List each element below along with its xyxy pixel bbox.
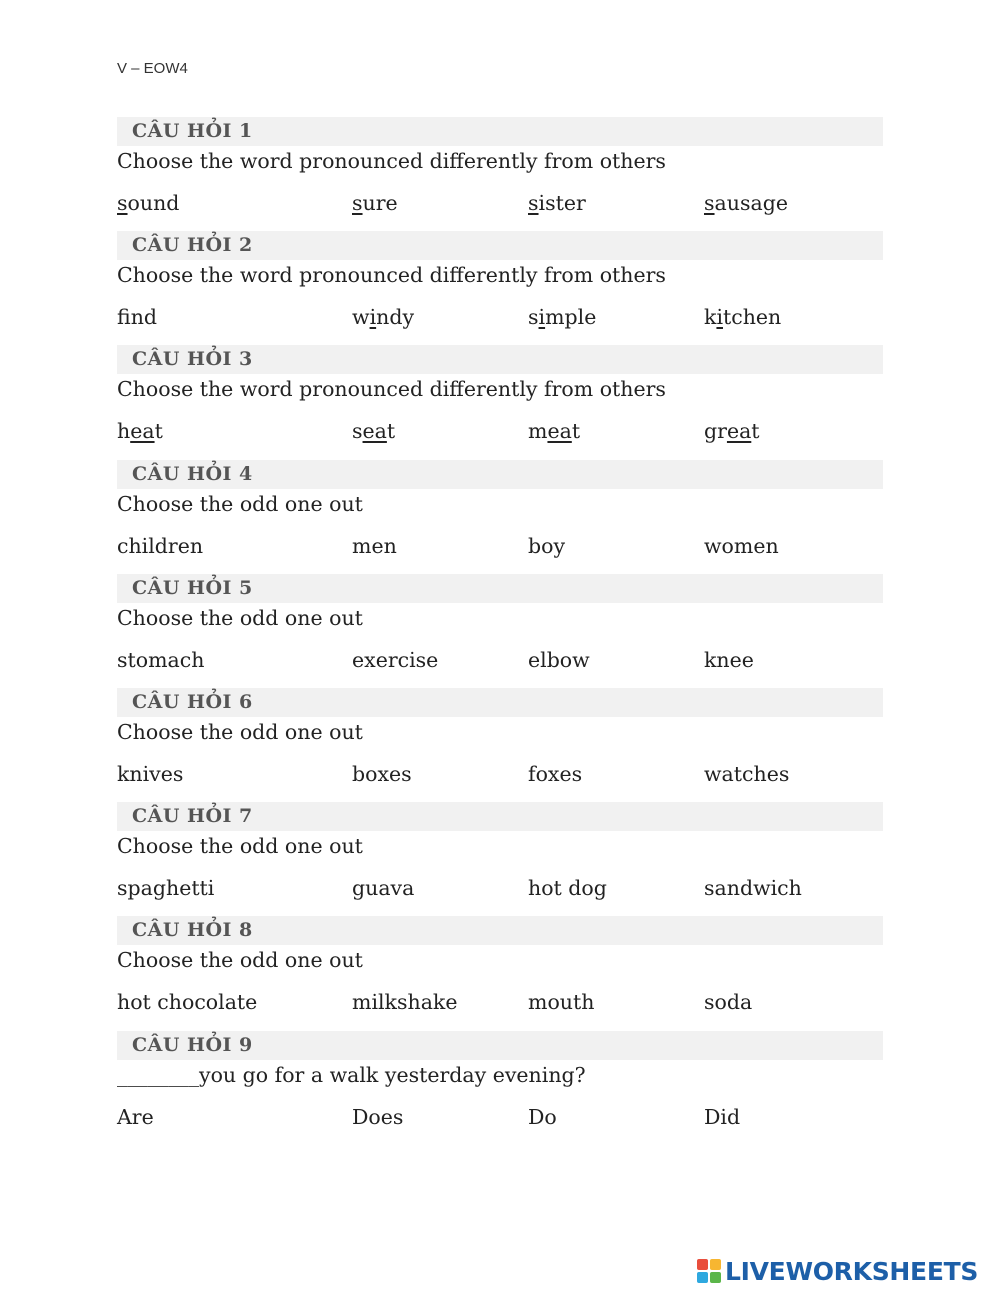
answer-option[interactable] [704,419,760,443]
answer-options [117,990,883,1018]
answer-option[interactable]: Do [528,1104,557,1129]
answer-option[interactable] [528,191,586,215]
answer-options [117,1105,883,1133]
option-text: ound [127,191,180,215]
answer-option[interactable] [117,305,157,329]
document-code: V – EOW4 [117,60,188,77]
answer-option[interactable]: children [117,533,204,558]
question-title: CÂU HỎI 8 [132,919,253,942]
question-prompt: ________you go for a walk yesterday evening? [117,1062,586,1087]
answer-option[interactable]: boxes [352,761,412,786]
question-4 [117,460,883,574]
answer-option[interactable]: boy [528,533,566,558]
question-header [117,460,883,489]
option-text: k [704,305,717,330]
answer-option[interactable]: watches [704,761,790,786]
answer-option[interactable]: hot dog [528,876,607,901]
question-5 [117,574,883,688]
question-6 [117,688,883,802]
question-title: CÂU HỎI 5 [132,576,253,599]
answer-option[interactable]: soda [704,990,753,1015]
answer-option[interactable]: guava [352,876,415,901]
answer-option[interactable]: knee [704,647,754,672]
answer-option[interactable]: milkshake [352,990,458,1015]
option-text: t [571,419,581,444]
question-title: CÂU HỎI 7 [132,805,253,828]
option-text: t [386,419,396,444]
question-title: CÂU HỎI 3 [132,348,253,371]
answer-option[interactable] [117,419,163,443]
answer-options [117,876,883,904]
question-header [117,1031,883,1060]
answer-option[interactable] [352,191,398,215]
answer-option[interactable]: exercise [352,647,439,672]
option-underlined-sound: ea [726,419,752,444]
option-underlined-sound: s [352,191,363,215]
question-1 [117,117,883,231]
option-underlined-sound: ea [362,419,387,444]
answer-options [117,191,883,219]
question-prompt: Choose the odd one out [117,948,363,973]
answer-option[interactable] [704,305,781,329]
liveworksheets-logo[interactable] [697,1257,978,1285]
option-underlined-sound: s [704,191,715,215]
logo-tile [710,1272,721,1283]
answer-option[interactable]: mouth [528,990,595,1015]
answer-options [117,762,883,790]
liveworksheets-icon [697,1259,721,1283]
option-text: s [352,419,363,444]
question-8 [117,916,883,1030]
question-prompt: Choose the word pronounced differently from others [117,263,666,288]
question-2 [117,231,883,345]
answer-option[interactable]: Are [117,1104,154,1129]
question-7 [117,802,883,916]
option-text: ister [538,191,586,215]
answer-option[interactable]: stomach [117,647,205,672]
answer-options [117,419,883,447]
option-text: t [751,419,760,444]
option-text: h [117,419,131,444]
question-3 [117,345,883,459]
answer-options [117,648,883,676]
option-underlined-sound: s [117,191,128,215]
logo-tile [710,1259,721,1270]
answer-option[interactable] [704,191,788,215]
question-title: CÂU HỎI 2 [132,234,253,257]
option-text: s [528,305,539,330]
question-title: CÂU HỎI 1 [132,120,253,142]
option-underlined-sound: ea [547,419,572,444]
logo-tile [697,1259,708,1270]
answer-option[interactable] [352,419,395,443]
question-prompt: Choose the odd one out [117,719,363,744]
option-text: ndy [376,305,415,330]
answer-option[interactable]: knives [117,761,184,786]
answer-option[interactable]: Did [704,1104,741,1129]
option-text: mple [545,305,597,330]
question-title: CÂU HỎI 4 [132,462,253,485]
answer-option[interactable]: foxes [528,761,583,786]
question-prompt: Choose the odd one out [117,834,363,859]
option-text: nd [130,305,158,330]
answer-options [117,534,883,562]
option-text: ure [362,191,398,215]
question-header [117,688,883,717]
option-underlined-sound: i [369,305,377,330]
option-underlined-sound: s [528,191,539,215]
question-header [117,117,883,146]
question-prompt: Choose the word pronounced differently from others [117,377,666,402]
answer-option[interactable]: spaghetti [117,876,215,901]
option-underlined-sound: ea [130,419,155,444]
logo-wordmark: LIVEWORKSHEETS [725,1256,979,1286]
question-prompt: Choose the odd one out [117,605,363,630]
option-underlined-sound: i [716,305,723,330]
question-header [117,345,883,374]
answer-option[interactable] [352,305,414,329]
question-title: CÂU HỎI 6 [132,690,253,713]
question-prompt: Choose the word pronounced differently from others [117,149,666,173]
option-text: t [154,419,163,444]
answer-option[interactable]: men [352,533,397,558]
question-header [117,574,883,603]
option-underlined-sound: i [538,305,546,330]
answer-options [117,305,883,333]
option-text: tchen [723,305,782,330]
question-list [117,117,883,1145]
question-header [117,916,883,945]
option-text: m [528,419,548,444]
question-9 [117,1031,883,1145]
question-header [117,802,883,831]
answer-option[interactable]: elbow [528,647,590,672]
answer-option[interactable]: Does [352,1104,404,1129]
answer-option[interactable]: sandwich [704,876,802,901]
question-title: CÂU HỎI 9 [132,1033,253,1056]
option-text: f [117,305,131,330]
question-prompt: Choose the odd one out [117,491,363,516]
answer-option[interactable] [528,419,580,443]
answer-option[interactable]: women [704,533,779,558]
logo-tile [697,1272,708,1283]
answer-option[interactable] [528,305,596,329]
option-text: w [352,305,370,330]
question-header [117,231,883,260]
option-text: ausage [714,191,788,215]
answer-option[interactable]: hot chocolate [117,990,258,1015]
answer-option[interactable] [117,191,179,215]
option-text: gr [704,419,727,444]
